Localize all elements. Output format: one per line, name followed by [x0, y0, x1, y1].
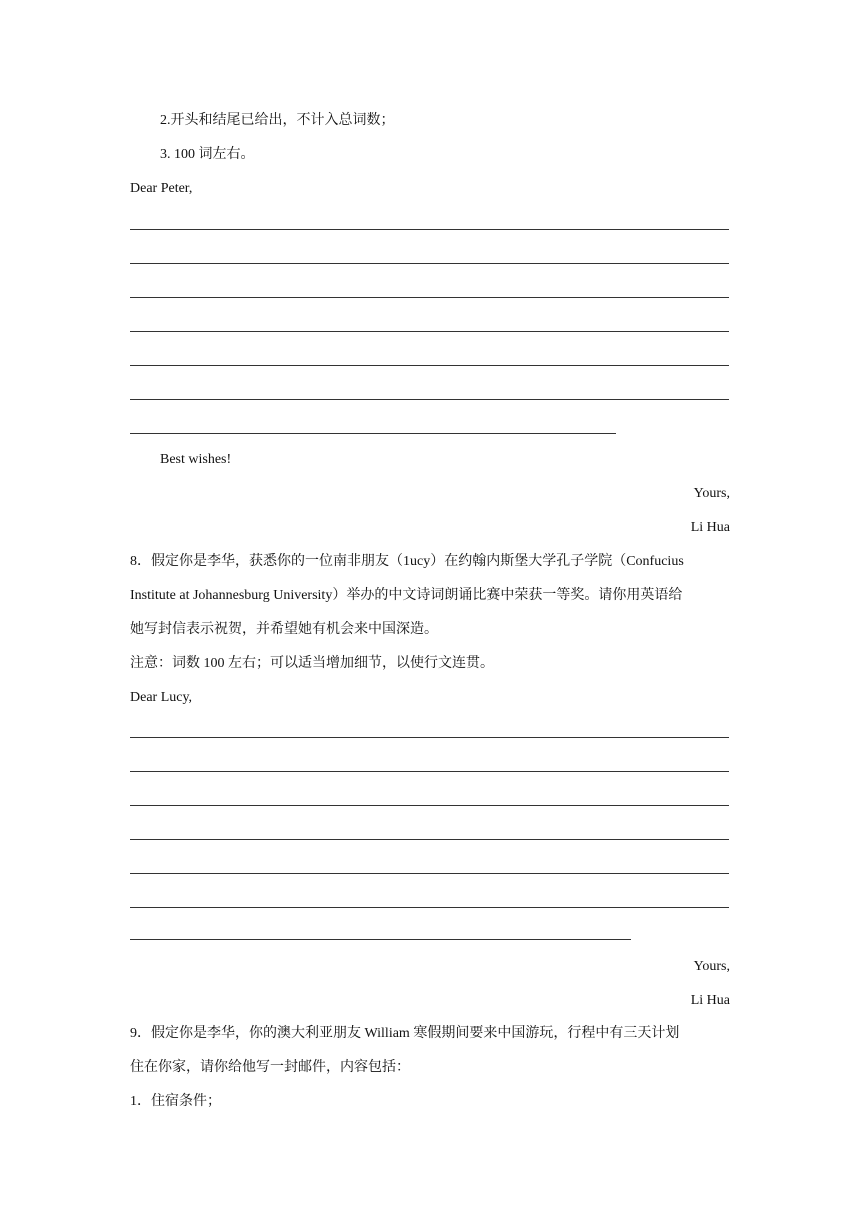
- question-8-prompt-line-1: 8．假定你是李华，获悉你的一位南非朋友（1ucy）在约翰内斯堡大学孔子学院（Confucius: [130, 554, 684, 569]
- answer-line: [130, 805, 729, 806]
- answer-line: [130, 771, 729, 772]
- answer-line: [130, 263, 729, 264]
- answer-line-short: [130, 939, 631, 940]
- answer-line: [130, 839, 729, 840]
- instruction-note-2: 2.开头和结尾已给出，不计入总词数；: [160, 113, 395, 128]
- letter-salutation-peter: Dear Peter,: [130, 181, 193, 196]
- answer-line: [130, 331, 729, 332]
- answer-line: [130, 297, 729, 298]
- letter-sign-off: Yours,: [693, 486, 730, 501]
- letter-signature: Li Hua: [690, 520, 730, 535]
- answer-line-short: [130, 433, 616, 434]
- instruction-note-3: 3. 100 词左右。: [160, 147, 255, 162]
- question-9-item-1: 1．住宿条件；: [130, 1094, 221, 1109]
- letter-salutation-lucy: Dear Lucy,: [130, 690, 193, 705]
- question-8-prompt-line-3: 她写封信表示祝贺，并希望她有机会来中国深造。: [130, 622, 438, 637]
- question-9-prompt-line-1: 9．假定你是李华，你的澳大利亚朋友 William 寒假期间要来中国游玩，行程中有三天计划: [130, 1026, 680, 1041]
- answer-line: [130, 365, 729, 366]
- question-9-prompt-line-2: 住在你家，请你给他写一封邮件，内容包括：: [130, 1060, 410, 1075]
- letter-signature: Li Hua: [690, 993, 730, 1008]
- letter-sign-off: Yours,: [693, 959, 730, 974]
- answer-line: [130, 873, 729, 874]
- answer-line: [130, 399, 729, 400]
- answer-line: [130, 737, 729, 738]
- answer-line: [130, 229, 729, 230]
- answer-line: [130, 907, 729, 908]
- question-8-note: 注意：词数 100 左右；可以适当增加细节，以使行文连贯。: [130, 656, 494, 671]
- letter-closing: Best wishes!: [160, 452, 232, 467]
- question-8-prompt-line-2: Institute at Johannesburg University）举办的中文诗词朗诵比赛中荣获一等奖。请你用英语给: [130, 588, 683, 603]
